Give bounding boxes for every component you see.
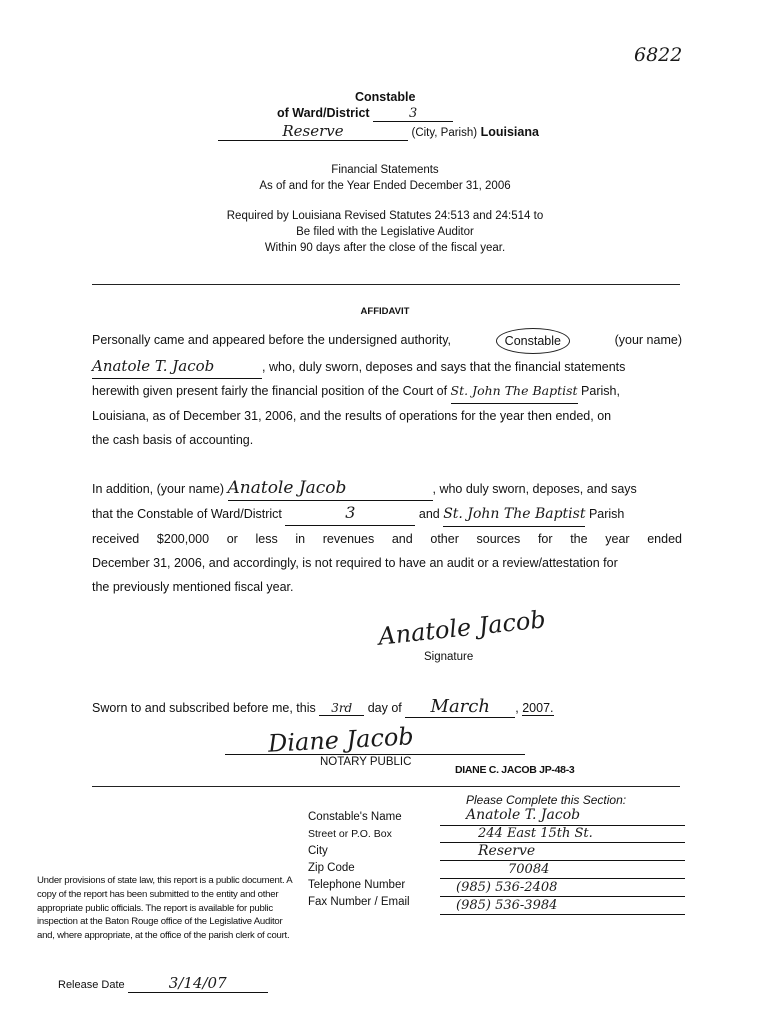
notary-line [225,754,525,755]
p1-line-1 [92,328,682,354]
p2-line-4: December 31, 2006, and accordingly, is not required to have an audit or a review/attestation for [92,556,618,570]
page-number: 6822 [634,44,683,66]
sworn-text-b: day of [367,701,402,715]
release-label: Release Date [58,979,125,991]
public-notice: Under provisions of state law, this report is a public document. A copy of the report has been submitted to the entity and other appropriate public officials. The report is available for public inspection at the Baton Rouge office of the Legislative Auditor and, where appropriate, at the office of the parish clerk of court. [37,875,292,942]
ward-value: 3 [373,106,453,122]
value-zip: 70084 [440,861,685,879]
affidavit-title: AFFIDAVIT [360,306,410,317]
p2-text-e: Parish [588,507,625,521]
value-fax: (985) 536-3984 [440,897,685,915]
city-line [218,122,539,141]
ward-value-2: 3 [285,501,415,526]
fs-title: Financial Statements [331,164,439,176]
sworn-month: March [405,696,515,718]
notary-name: DIANE C. JACOB JP-48-3 [455,764,575,776]
notary-label: NOTARY PUBLIC [320,756,412,768]
p1-constable-circled: Constable [496,328,570,354]
p1-line-2 [92,354,682,379]
value-telephone: (985) 536-2408 [440,879,685,897]
state: Louisiana [480,125,539,139]
p1-line-4: Louisiana, as of December 31, 2006, and the results of operations for the year then ended, on [92,409,612,423]
p2-text-d: and [418,507,440,521]
label-constable-name: Constable's Name [308,811,402,823]
affiant-name-2: Anatole Jacob [228,476,433,501]
divider-2 [92,786,680,787]
value-street: 244 East 15th St. [440,826,685,843]
requirement-3: Within 90 days after the close of the fiscal year. [264,242,506,254]
contact-values [440,806,685,915]
value-constable-name: Anatole T. Jacob [440,806,685,826]
sworn-day: 3rd [319,701,364,716]
section-title: Please Complete this Section: [466,793,627,807]
p1-line-5: the cash basis of accounting. [92,433,254,447]
notary-signature: Diane Jacob [267,722,415,758]
release-date [58,974,268,993]
p1-text-d: , who, duly sworn, deposes and says that the financial statements [262,360,626,374]
ward-prefix: of Ward/District [277,106,370,120]
value-city: Reserve [440,843,685,861]
p1-text-a: Personally came and appeared before the undersigned authority, [92,333,452,347]
fs-subtitle: As of and for the Year Ended December 31, 2006 [259,180,511,192]
requirement-1: Required by Louisiana Revised Statutes 24:513 and 24:514 to [226,210,544,222]
p2-line-3: received $200,000 or less in revenues and other sources for the year ended [92,532,682,546]
divider [92,284,680,285]
p2-text-a: In addition, (your name) [92,482,225,496]
affidavit-paragraph-1 [92,328,682,452]
constable-heading: Constable [355,90,416,104]
p2-text-b: , who duly sworn, deposes, and says [432,482,637,496]
p1-text-f: Parish, [581,384,620,398]
label-zip: Zip Code [308,862,355,874]
requirement-2: Be filed with the Legislative Auditor [296,226,474,238]
sworn-year: 2007. [522,701,554,715]
contact-labels [308,806,410,911]
p2-line-1 [92,476,682,501]
signature-label: Signature [424,651,474,663]
city-suffix: (City, Parish) [411,127,478,139]
affiant-signature: Anatole Jacob [376,605,547,651]
p2-line-5: the previously mentioned fiscal year. [92,580,294,594]
label-street: Street or P.O. Box [308,828,392,840]
p2-line-2 [92,501,682,527]
ward-line [277,106,453,122]
sworn-text-c: , [515,701,519,715]
court-parish: St. John The Baptist [451,379,578,404]
affidavit-paragraph-2 [92,476,682,599]
p1-line-3 [92,379,682,404]
p1-text-e: herewith given present fairly the financial position of the Court of [92,384,448,398]
parish-value-2: St. John The Baptist [443,502,585,527]
city-value: Reserve [218,122,408,141]
p2-text-c: that the Constable of Ward/District [92,507,282,521]
label-city: City [308,845,328,857]
p1-text-c: (your name) [614,333,682,347]
label-fax-email: Fax Number / Email [308,896,410,908]
sworn-text-a: Sworn to and subscribed before me, this [92,701,316,715]
release-value: 3/14/07 [128,974,268,993]
sworn-line [92,696,554,718]
label-telephone: Telephone Number [308,879,406,891]
affiant-name: Anatole T. Jacob [92,354,262,379]
